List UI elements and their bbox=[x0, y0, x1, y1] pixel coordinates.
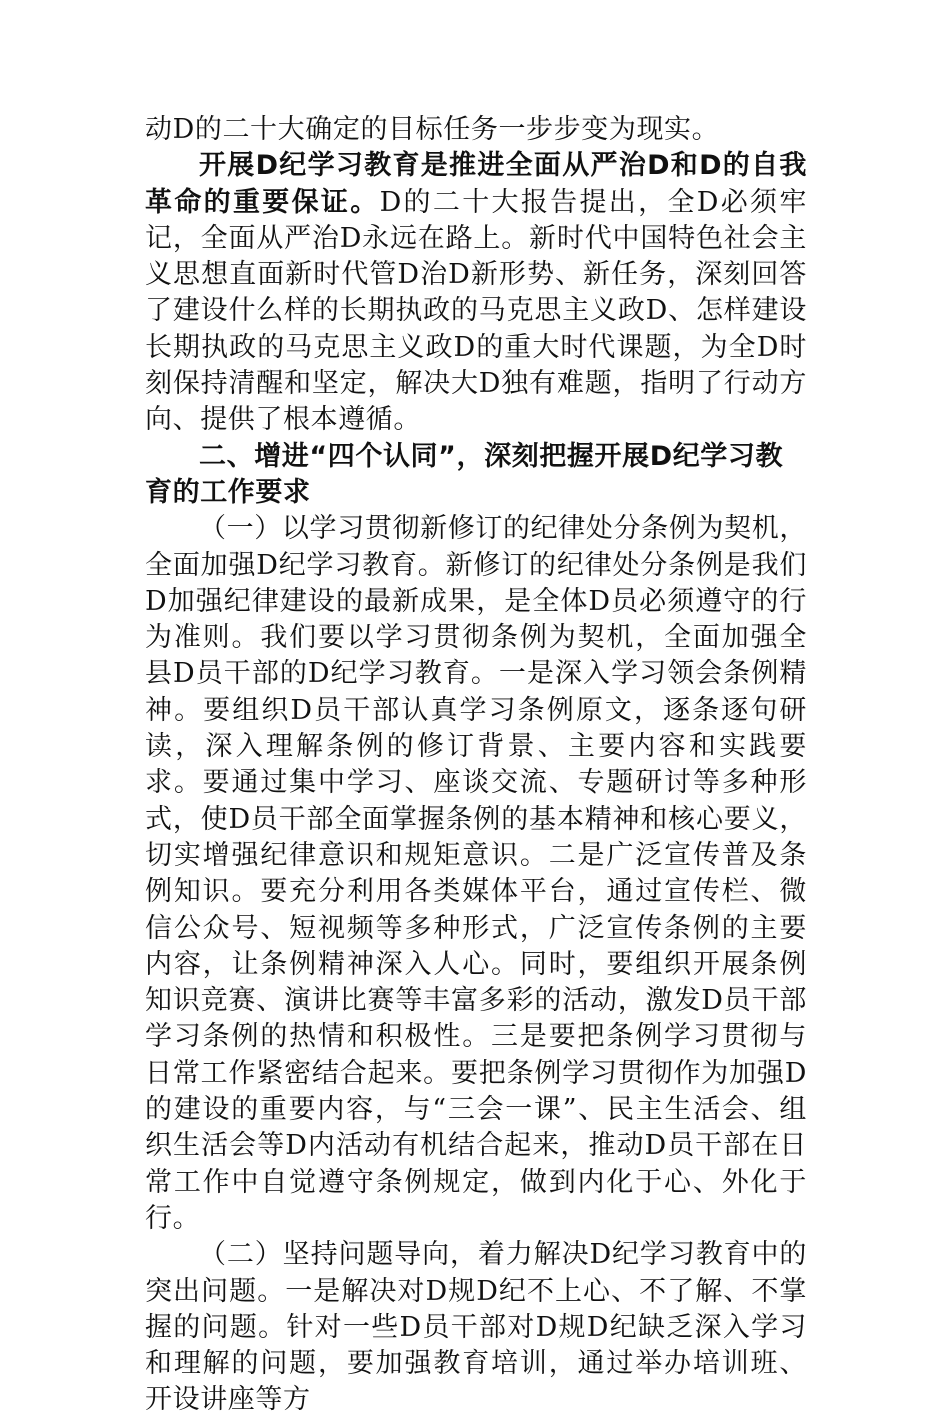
paragraph-subsection-one bbox=[145, 511, 807, 1237]
paragraph-subsection-two bbox=[145, 1237, 807, 1418]
paragraph-text: D的二十大报告提出，全D必须牢记，全面从严治D永远在路上。新时代中国特色社会主义思想直面新时代管D治D新形势、新任务，深刻回答了建设什么样的长期执政的马克思主义政D、怎样建设长期执政的马克思主义政D的重大时代课题，为全D时刻保持清醒和坚定，解决大D独有难题，指明了行动方向、提供了根本遵循。 bbox=[145, 186, 807, 436]
paragraph-text: （二）坚持问题导向，着力解决D纪学习教育中的突出问题。一是解决对D规D纪不上心、不了解、不掌握的问题。针对一些D员干部对D规D纪缺乏深入学习和理解的问题，要加强教育培训，通过举办培训班、开设讲座等方 bbox=[145, 1239, 807, 1416]
paragraph-continuation bbox=[145, 112, 807, 148]
paragraph-text: 动D的二十大确定的目标任务一步步变为现实。 bbox=[145, 114, 720, 145]
paragraph-party-discipline-guarantee bbox=[145, 148, 807, 438]
document-body bbox=[145, 112, 807, 1419]
paragraph-text: （一）以学习贯彻新修订的纪律处分条例为契机，全面加强D纪学习教育。新修订的纪律处分条例是我们D加强纪律建设的最新成果，是全体D员必须遵守的行为准则。我们要以学习贯彻条例为契机，全面加强全县D员干部的D纪学习教育。一是深入学习领会条例精神。要组织D员干部认真学习条例原文，逐条逐句研读，深入理解条例的修订背景、主要内容和实践要求。要通过集中学习、座谈交流、专题研讨等多种形式，使D员干部全面掌握条例的基本精神和核心要义，切实增强纪律意识和规矩意识。二是广泛宣传普及条例知识。要充分利用各类媒体平台，通过宣传栏、微信公众号、短视频等多种形式，广泛宣传条例的主要内容，让条例精神深入人心。同时，要组织开展条例知识竞赛、演讲比赛等丰富多彩的活动，激发D员干部学习条例的热情和积极性。三是要把条例学习贯彻与日常工作紧密结合起来。要把条例学习贯彻作为加强D的建设的重要内容，与“三会一课”、民主生活会、组织生活会等D内活动有机结合起来，推动D员干部在日常工作中自觉遵守条例规定，做到内化于心、外化于行。 bbox=[145, 513, 807, 1234]
paragraph-lead-bold: 开展D纪学习教育是推进全面从严治D和D的自我革命的重要保证。 bbox=[145, 150, 807, 218]
section-heading: 二、增进“四个认同”，深刻把握开展D纪学习教育的工作要求 bbox=[145, 440, 784, 508]
